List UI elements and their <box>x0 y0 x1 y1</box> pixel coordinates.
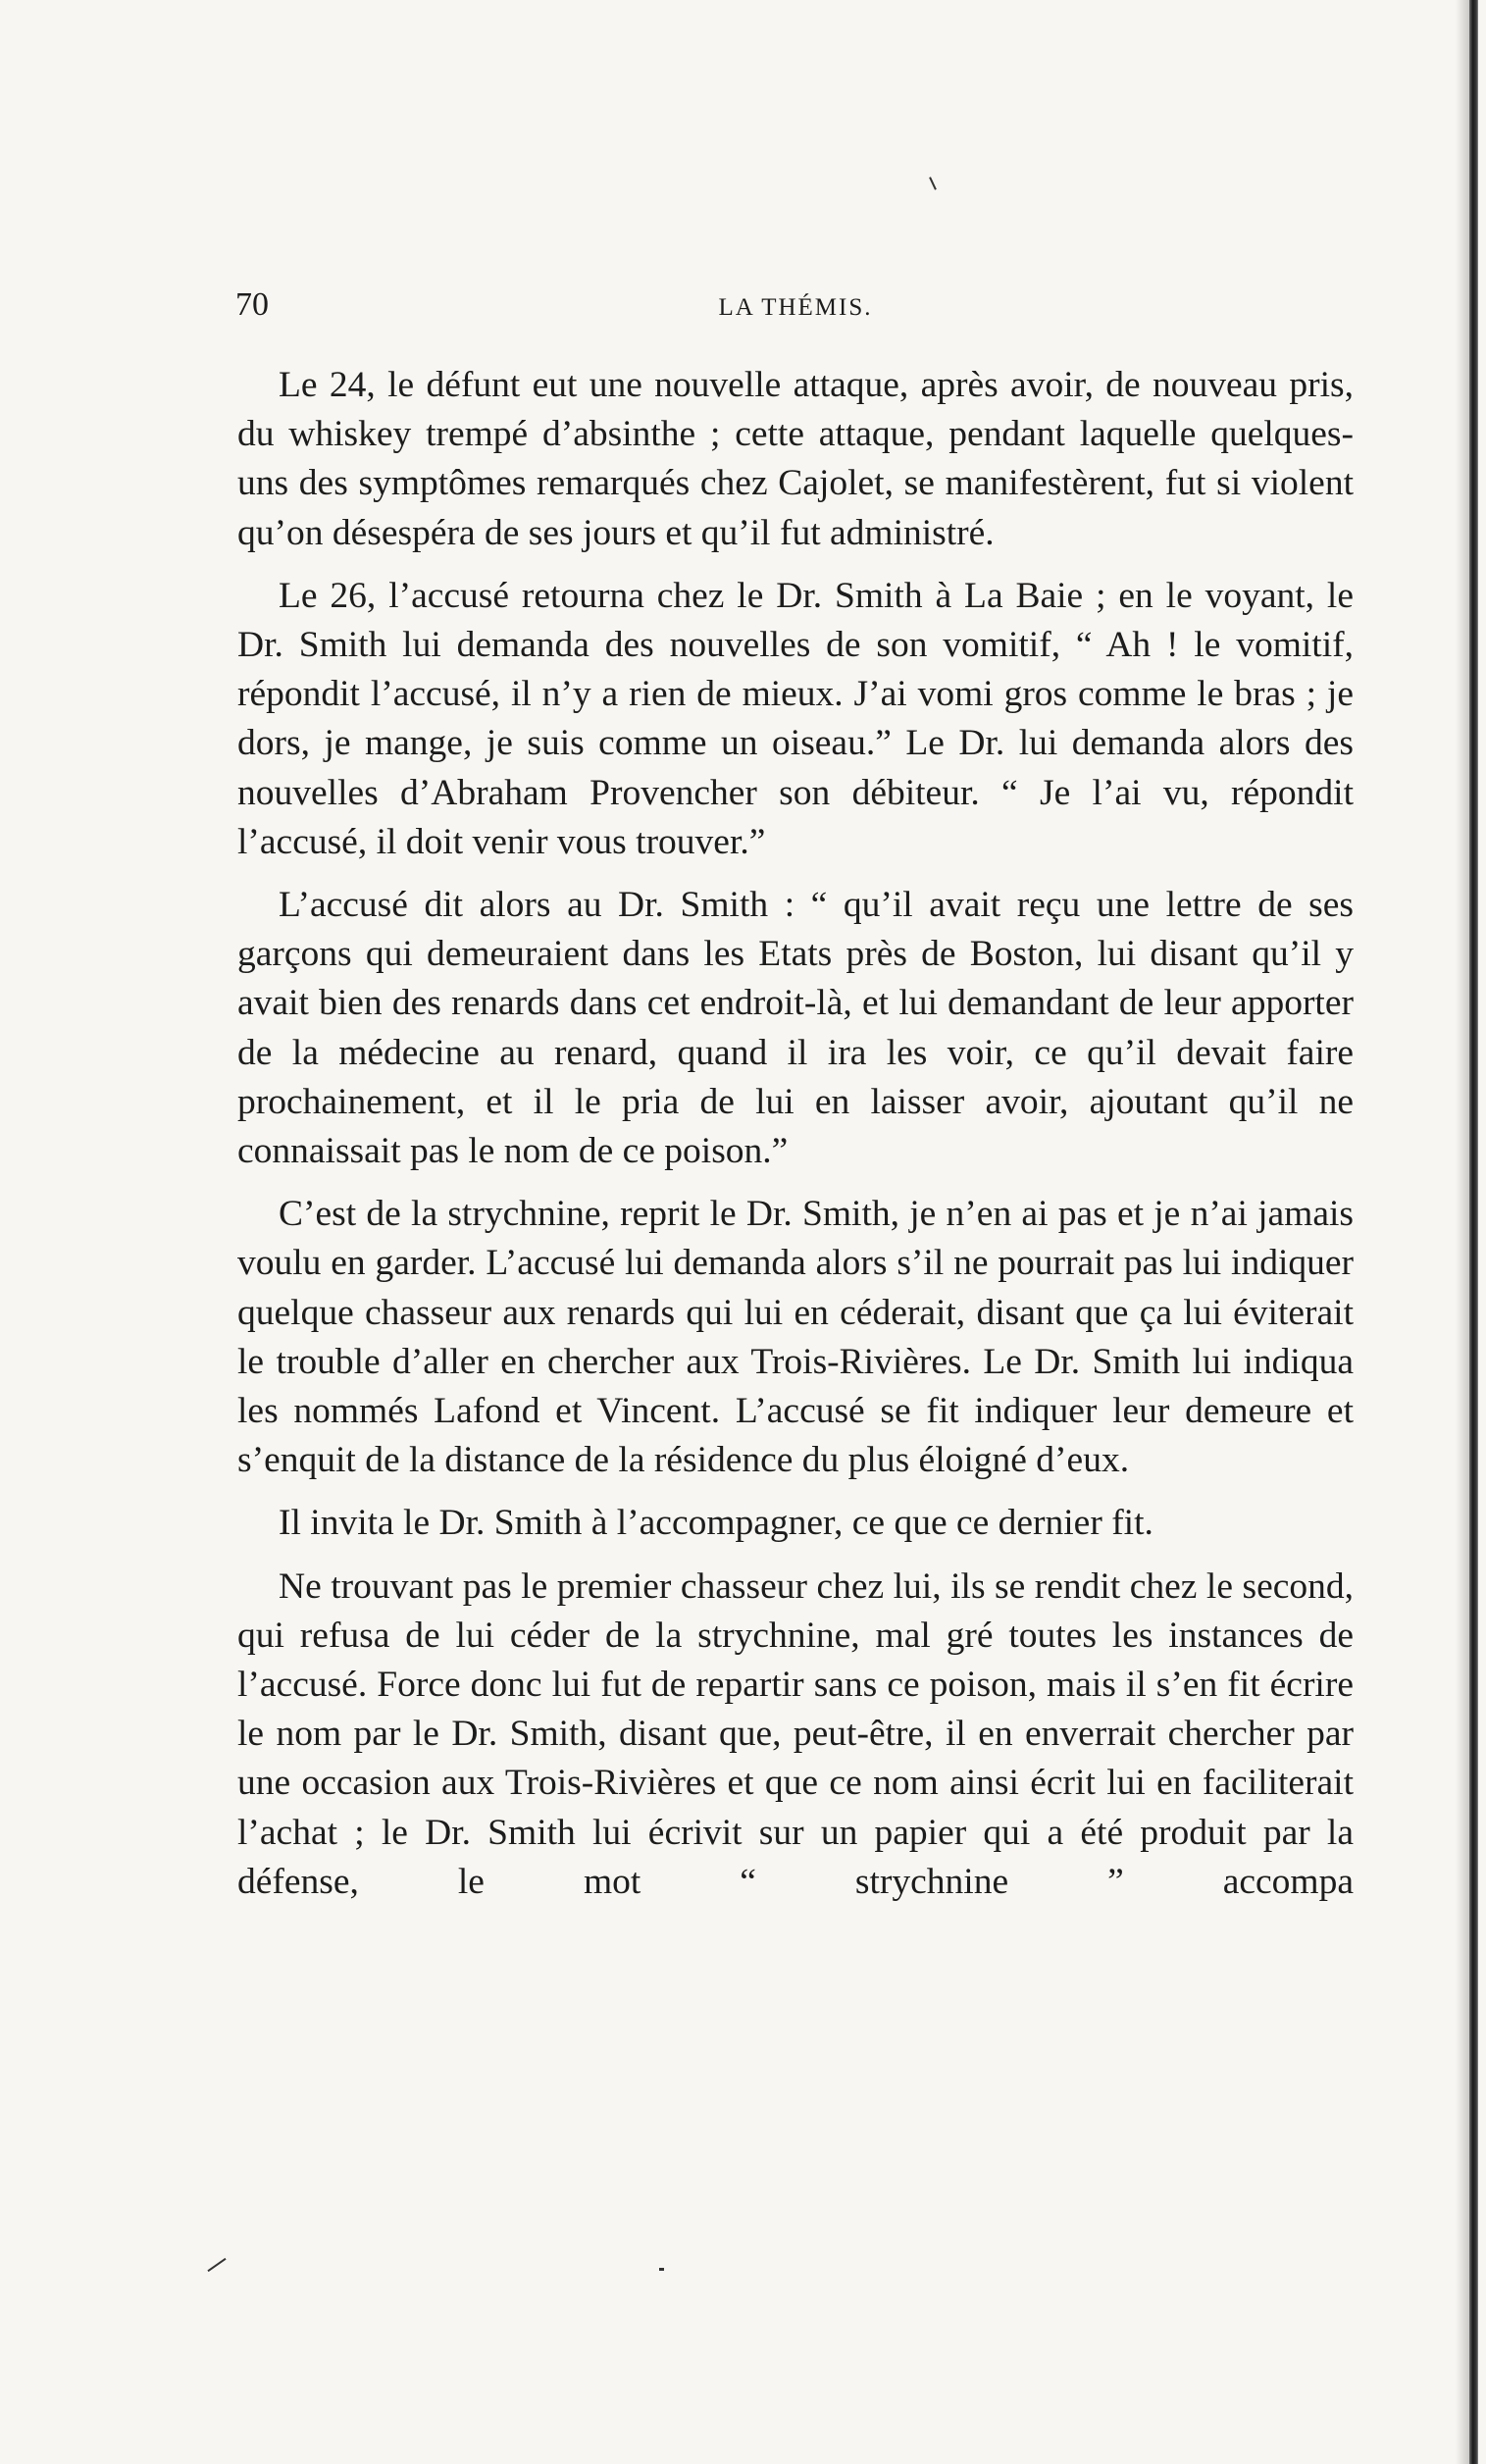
paragraph-1: Le 24, le défunt eut une nouvelle attaque, après avoir, de nouveau pris, du whiskey trempé d’absinthe ; cette attaque, pendant laquelle quelques-uns des symptômes remarqués chez Cajolet, se manifestèrent, fut si violent qu’on désespéra de ses jours et qu’il fut administré. <box>237 365 1354 553</box>
paragraph-4: C’est de la strychnine, reprit le Dr. Smith, je n’en ai pas et je n’ai jamais voulu en garder. L’accusé lui demanda alors s’il ne pourrait pas lui indiquer quelque chasseur aux renards qui lui en céderait, disant que ça lui éviterait le trouble d’aller en chercher aux Trois-Rivières. Le Dr. Smith lui indiqua les nommés Lafond et Vincent. L’accusé se fit indiquer leur demeure et s’enquit de la distance de la résidence du plus éloigné d’eux. <box>237 1194 1354 1481</box>
paragraph-6: Ne trouvant pas le premier chasseur chez lui, ils se rendit chez le second, qui refusa de lui céder de la strychnine, mal gré toutes les instances de l’accusé. Force donc lui fut de repartir sans ce poison, mais il s’en fit écrire le nom par le Dr. Smith, disant que, peut-être, il en enverrait chercher par une occasion aux Trois-Rivières et que ce nom ainsi écrit lui en faciliterait l’achat ; le Dr. Smith lui écrivit sur un papier qui a été produit par la défense, le mot “ strychnine ” accompa <box>237 1566 1354 1902</box>
binding-shadow <box>1456 0 1469 2464</box>
paragraph-5: Il invita le Dr. Smith à l’accompagner, ce que ce dernier fit. <box>279 1503 1153 1544</box>
ink-speck <box>659 2268 664 2271</box>
ink-speck <box>207 2258 226 2272</box>
body-text <box>237 361 1354 1921</box>
binding-edge <box>1469 0 1478 2464</box>
page-number: 70 <box>235 286 269 323</box>
running-title: LA THÉMIS. <box>718 294 873 321</box>
paragraph-2: Le 26, l’accusé retourna chez le Dr. Smith à La Baie ; en le voyant, le Dr. Smith lui demanda des nouvelles de son vomitif, “ Ah ! le vomitif, répondit l’accusé, il n’y a rien de mieux. J’ai vomi gros comme le bras ; je dors, je mange, je suis comme un oiseau.” Le Dr. lui demanda alors des nouvelles d’Abraham Provencher son débiteur. “ Je l’ai vu, répondit l’accusé, il doit venir vous trouver.” <box>237 575 1354 862</box>
page-header <box>235 286 1356 335</box>
paragraph-3: L’accusé dit alors au Dr. Smith : “ qu’il avait reçu une lettre de ses garçons qui demeuraient dans les Etats près de Boston, lui disant qu’il y avait bien des renards dans cet endroit-là, et lui demandant de leur apporter de la médecine au renard, quand il ira les voir, ce qu’il devait faire prochainement, et il le pria de lui en laisser avoir, ajoutant qu’il ne connaissait pas le nom de ce poison.” <box>237 885 1354 1172</box>
ink-speck <box>929 177 937 190</box>
